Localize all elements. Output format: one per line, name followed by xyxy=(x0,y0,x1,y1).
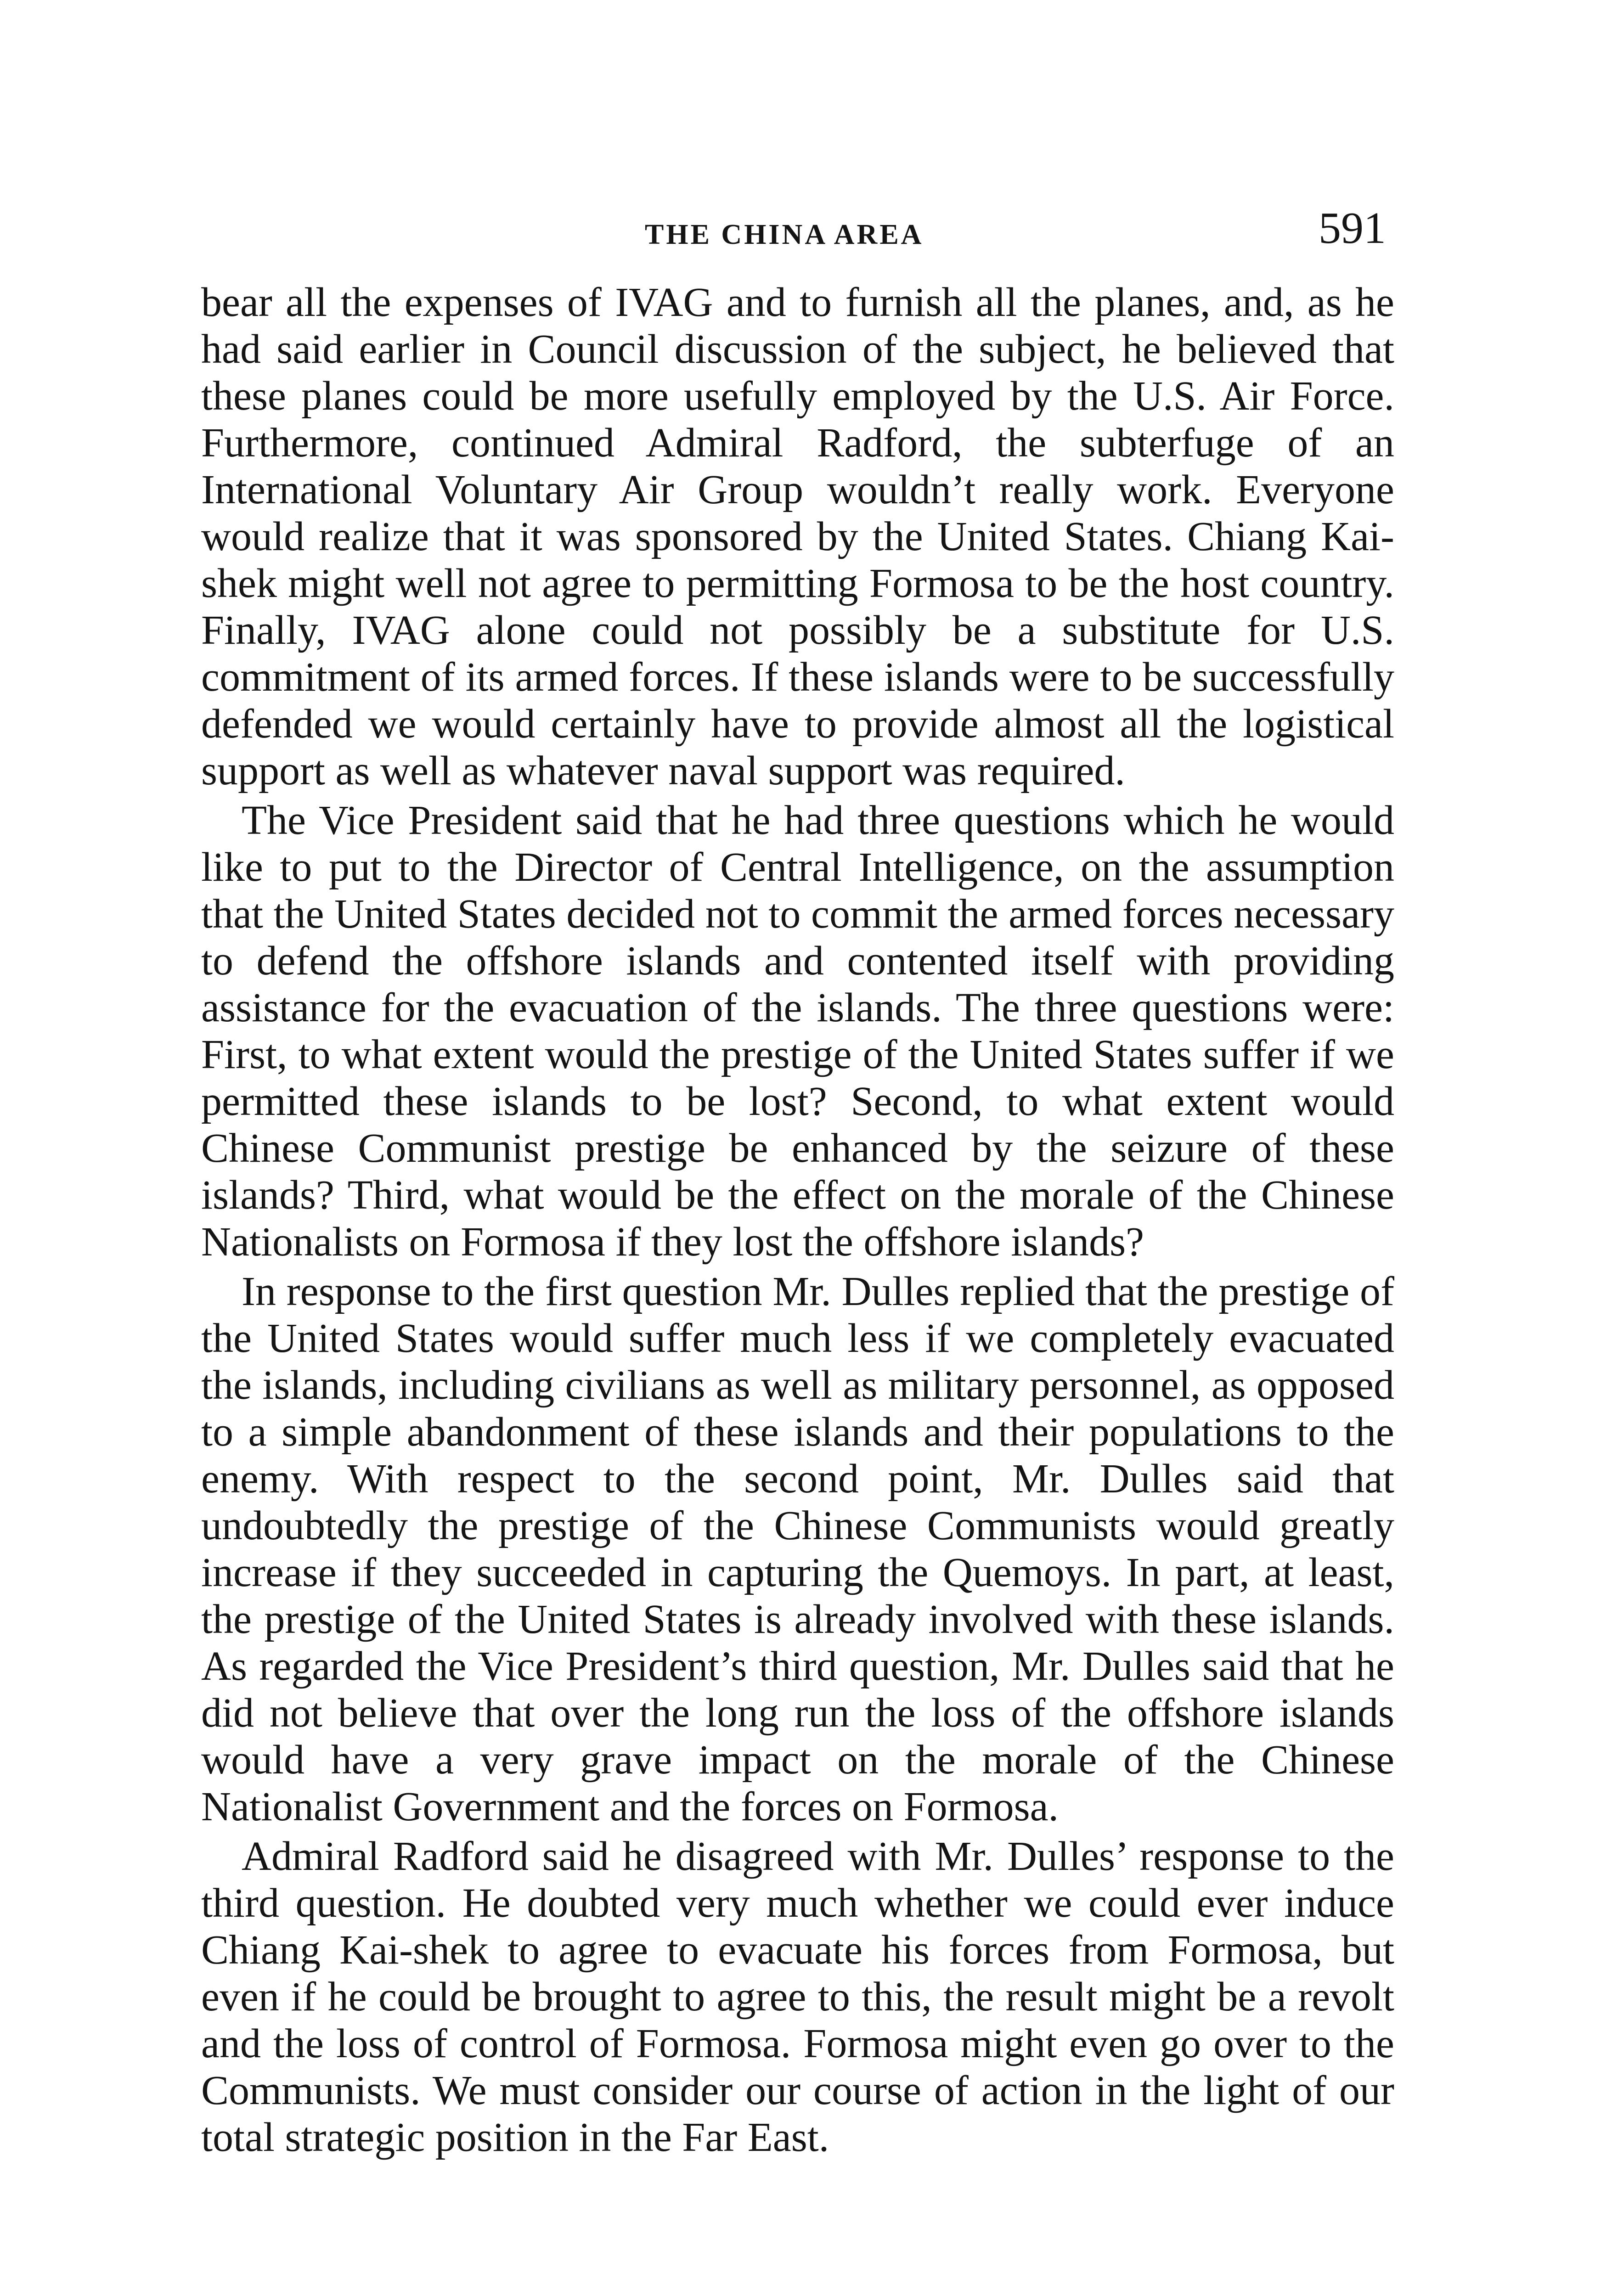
paragraph: In response to the first question Mr. Dulles replied that the prestige of the United States would suffer much less if we completely evacuated the islands, including civilians as well as military personnel, as opposed to a simple abandonment of these islands and their populations to the enemy. With respect to the second point, Mr. Dulles said that undoubtedly the prestige of the Chinese Communists would greatly increase if they succeeded in capturing the Quemoys. In part, at least, the prestige of the United States is already involved with these islands. As regarded the Vice President’s third question, Mr. Dulles said that he did not believe that over the long run the loss of the offshore islands would have a very grave impact on the morale of the Chinese Nationalist Government and the forces on Formosa. xyxy=(201,1269,1394,1829)
body-text xyxy=(201,279,1394,2164)
page-number: 591 xyxy=(1319,203,1386,253)
paragraph: bear all the expenses of IVAG and to furnish all the planes, and, as he had said earlier in Council discussion of the subject, he believed that these planes could be more usefully employed by the U.S. Air Force. Furthermore, continued Admiral Radford, the subterfuge of an International Voluntary Air Group wouldn’t really work. Everyone would realize that it was sponsored by the United States. Chiang Kai-shek might well not agree to permitting Formosa to be the host country. Finally, IVAG alone could not possibly be a substitute for U.S. commitment of its armed forces. If these islands were to be successfully defended we would certainly have to provide almost all the logistical support as well as whatever naval support was required. xyxy=(201,280,1394,793)
paragraph: Admiral Radford said he disagreed with Mr. Dulles’ response to the third question. He doubted very much whether we could ever induce Chiang Kai-shek to agree to evacuate his forces from Formosa, but even if he could be brought to agree to this, the result might be a revolt and the loss of control of Formosa. Formosa might even go over to the Communists. We must consider our course of action in the light of our total strategic position in the Far East. xyxy=(201,1834,1394,2160)
paragraph: The Vice President said that he had three questions which he would like to put to the Director of Central Intelligence, on the assumption that the United States decided not to commit the armed forces necessary to defend the offshore islands and contented itself with providing assistance for the evacuation of the islands. The three questions were: First, to what extent would the prestige of the United States suffer if we permitted these islands to be lost? Second, to what extent would Chinese Communist prestige be enhanced by the seizure of these islands? Third, what would be the effect on the morale of the Chinese Nationalists on Formosa if they lost the offshore islands? xyxy=(201,798,1394,1265)
running-title: THE CHINA AREA xyxy=(645,219,924,250)
